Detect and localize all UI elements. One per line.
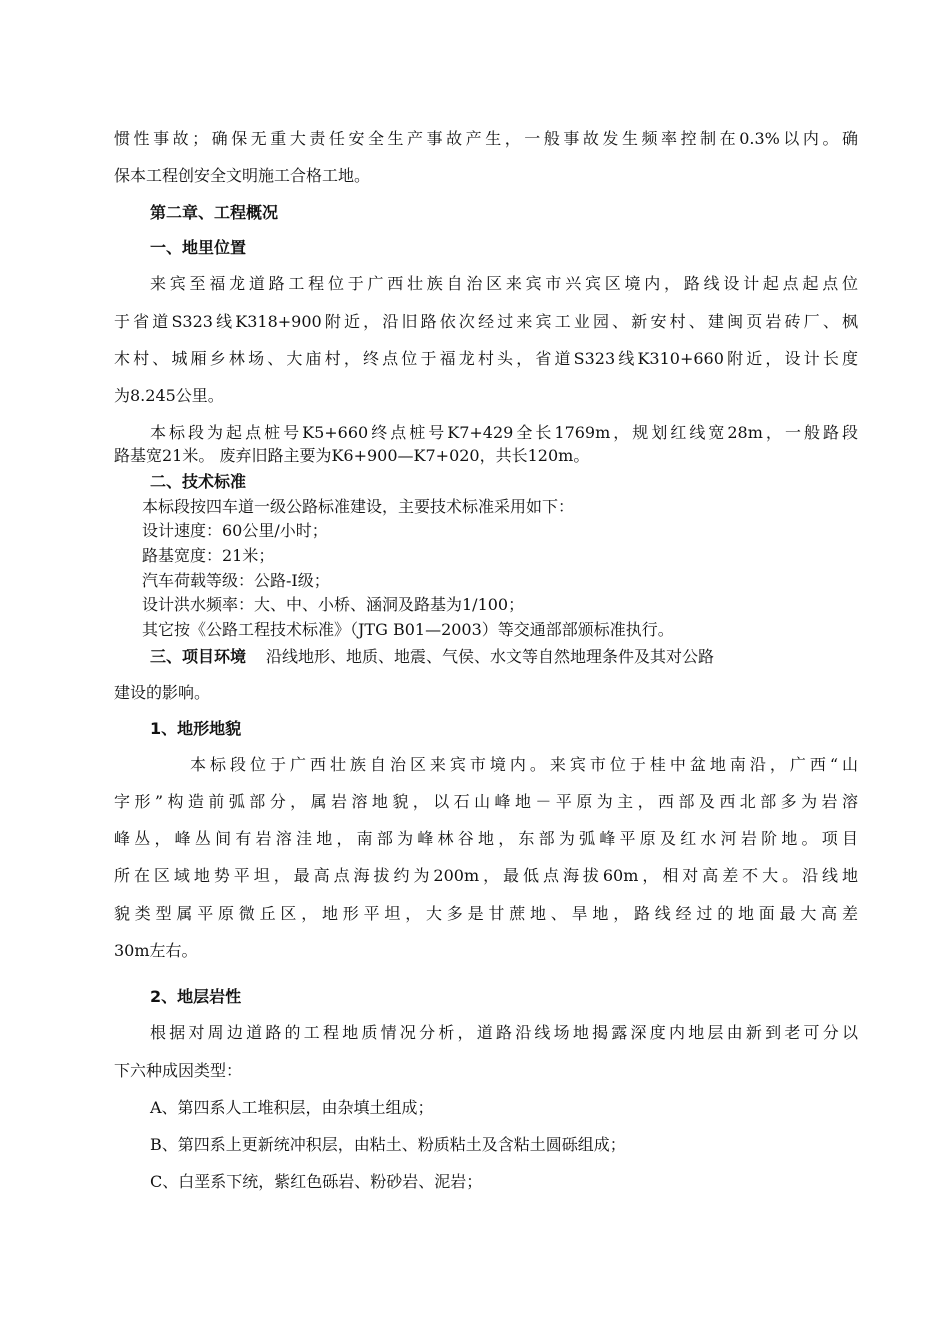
tech-item-load: 汽车荷载等级：公路-Ⅰ级； — [142, 571, 330, 590]
tech-item-flood: 设计洪水频率：大、中、小桥、涵洞及路基为1/100； — [142, 595, 525, 614]
list-item: A、第四系人工堆积层，由杂填土组成； — [150, 1098, 434, 1117]
chapter-title: 第二章、工程概况 — [150, 203, 279, 222]
tech-item-speed: 设计速度：60公里/小时； — [142, 521, 328, 540]
subsection-title-stratum: 2、地层岩性 — [150, 987, 242, 1006]
paragraph-line: 30m左右。 — [114, 941, 198, 960]
paragraph-line: 下六种成因类型： — [114, 1061, 243, 1080]
paragraph-line: 木村、城厢乡林场、大庙村，终点位于福龙村头，省道S323线K310+660附近，设计长度 — [114, 349, 858, 368]
section-title-environment: 三、项目环境 — [150, 647, 247, 666]
paragraph-line: 为8.245公里。 — [114, 386, 224, 405]
paragraph-line: 本标段位于广西壮族自治区来宾市境内。来宾市位于桂中盆地南沿，广西“山 — [190, 755, 858, 774]
paragraph-line: 字形”构造前弧部分，属岩溶地貌，以石山峰地－平原为主，西部及西北部多为岩溶 — [114, 792, 858, 811]
paragraph-line: 建设的影响。 — [114, 683, 211, 702]
paragraph-line: 惯性事故；确保无重大责任安全生产事故产生，一般事故发生频率控制在0.3%以内。确 — [114, 129, 858, 148]
paragraph-line: 于省道S323线K318+900附近，沿旧路依次经过来宾工业园、新安村、建闽页岩砖厂、枫 — [114, 312, 858, 331]
paragraph-line: 根据对周边道路的工程地质情况分析，道路沿线场地揭露深度内地层由新到老可分以 — [150, 1023, 858, 1042]
paragraph-line: 貌类型属平原微丘区，地形平坦，大多是甘蔗地、旱地，路线经过的地面最大高差 — [114, 904, 858, 923]
paragraph-line: 保本工程创安全文明施工合格工地。 — [114, 166, 371, 185]
paragraph-line: 路基宽21米。 废弃旧路主要为K6+900—K7+020，共长120m。 — [114, 446, 590, 465]
paragraph-line: 峰丛，峰丛间有岩溶洼地，南部为峰林谷地，东部为弧峰平原及红水河岩阶地。项目 — [114, 829, 858, 848]
tech-intro: 本标段按四车道一级公路标准建设，主要技术标准采用如下： — [142, 497, 575, 516]
section-3-text: 沿线地形、地质、地震、气侯、水文等自然地理条件及其对公路 — [266, 647, 715, 666]
section-title-location: 一、地里位置 — [150, 238, 247, 257]
tech-item-other: 其它按《公路工程技术标准》（JTG B01—2003）等交通部部颁标准执行。 — [142, 620, 674, 639]
tech-item-width: 路基宽度：21米； — [142, 546, 275, 565]
paragraph-line: 本标段为起点桩号K5+660终点桩号K7+429全长1769m，规划红线宽28m，一般路段 — [150, 423, 858, 442]
section-3-line — [150, 647, 714, 667]
list-item: B、第四系上更新统冲积层，由粘土、粉质粘土及含粘土圆砾组成； — [150, 1135, 626, 1154]
subsection-title-landform: 1、地形地貌 — [150, 719, 242, 738]
section-title-tech-standard: 二、技术标准 — [150, 472, 247, 491]
paragraph-line: 来宾至福龙道路工程位于广西壮族自治区来宾市兴宾区境内，路线设计起点起点位 — [150, 274, 858, 293]
paragraph-line: 所在区域地势平坦，最高点海拔约为200m，最低点海拔60m，相对高差不大。沿线地 — [114, 866, 858, 885]
list-item: C、白垩系下统，紫红色砾岩、粉砂岩、泥岩； — [150, 1172, 483, 1191]
